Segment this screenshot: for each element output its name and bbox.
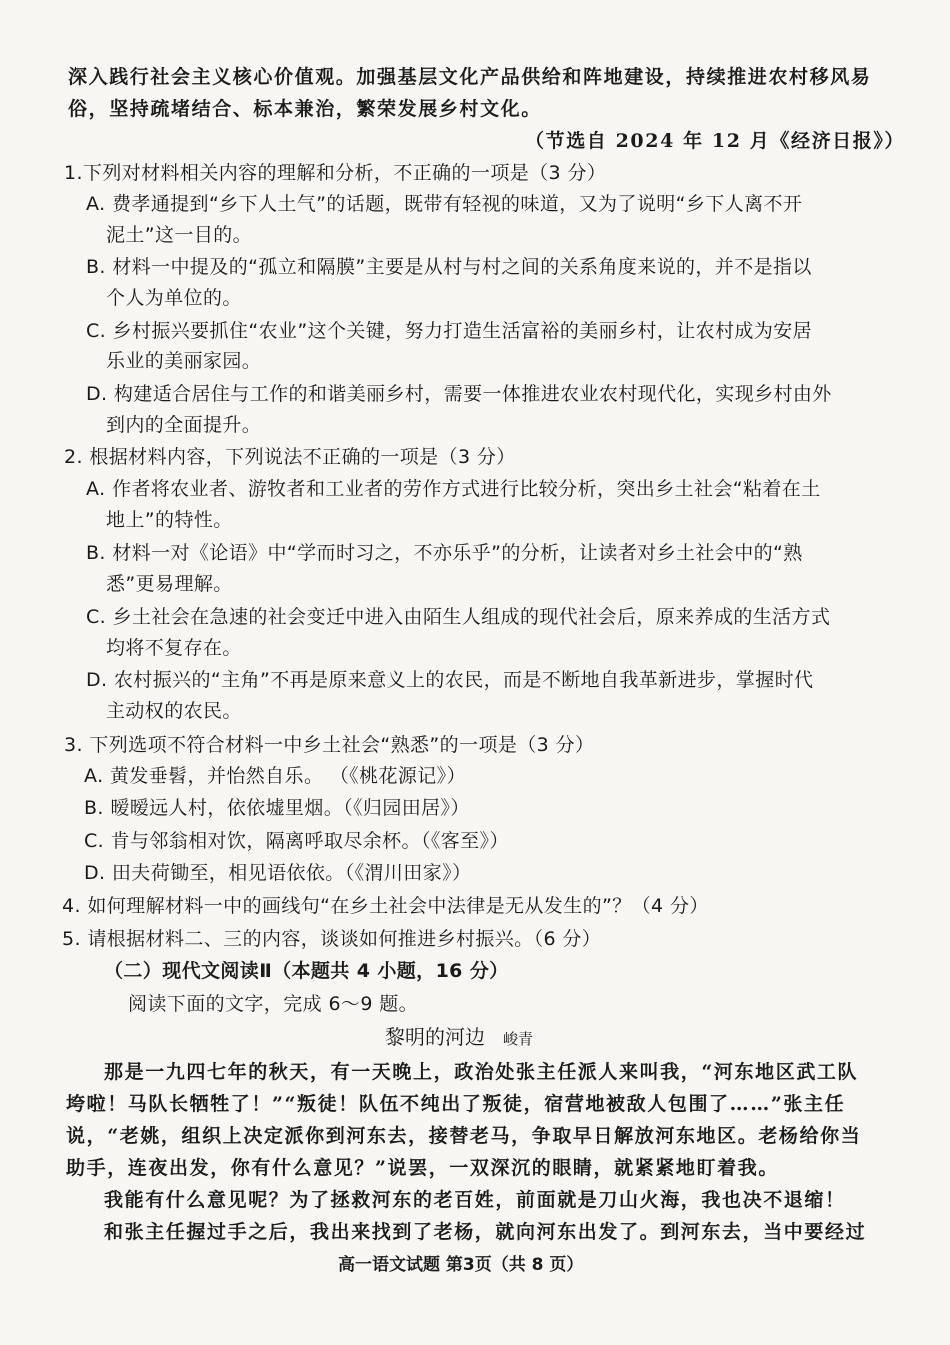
- q2-option-d-line2: 主动权的农民。: [106, 700, 242, 722]
- question-4: 4. 如何理解材料一中的画线句“在乡土社会中法律是无从发生的”？（4 分）: [62, 895, 709, 917]
- story-paragraph-1-line-3: 说，“老姚，组织上决定派你到河东去，接替老马，争取早日解放河东地区。老杨给你当: [66, 1125, 862, 1147]
- question-3-stem: 3. 下列选项不符合材料一中乡土社会“熟悉”的一项是（3 分）: [64, 734, 595, 756]
- intro-source: （节选自 2024 年 12 月《经济日报》）: [525, 130, 906, 152]
- q1-option-b-line1: B. 材料一中提及的“孤立和隔膜”主要是从村与村之间的关系角度来说的，并不是指以: [86, 256, 812, 278]
- story-paragraph-3: 和张主任握过手之后，我出来找到了老杨，就向河东出发了。到河东去，当中要经过: [104, 1221, 867, 1243]
- q2-option-a-line1: A. 作者将农业者、游牧者和工业者的劳作方式进行比较分析，突出乡土社会“粘着在土: [86, 478, 821, 500]
- q2-option-a-line2: 地上”的特性。: [106, 509, 233, 531]
- story-title: 黎明的河边: [385, 1025, 485, 1049]
- story-paragraph-2: 我能有什么意见呢？为了拯救河东的老百姓，前面就是刀山火海，我也决不退缩！: [104, 1189, 846, 1211]
- q1-option-a-line2: 泥土”这一目的。: [106, 224, 253, 246]
- story-title-block: [385, 1024, 533, 1052]
- section-heading: （二）现代文阅读Ⅱ（本题共 4 小题，16 分）: [104, 960, 509, 982]
- q1-option-c-line2: 乐业的美丽家园。: [106, 350, 262, 372]
- q1-option-a-line1: A. 费孝通提到“乡下人土气”的话题，既带有轻视的味道，又为了说明“乡下人离不开: [86, 193, 803, 215]
- q3-option-c: C. 肯与邻翁相对饮，隔离呼取尽余杯。（《客至》）: [84, 830, 509, 852]
- story-author: 峻青: [503, 1030, 534, 1048]
- question-2-stem: 2. 根据材料内容，下列说法不正确的一项是（3 分）: [64, 446, 516, 468]
- page-footer: 高一语文试题 第3页（共 8 页）: [338, 1255, 584, 1275]
- q2-option-c-line2: 均将不复存在。: [106, 637, 242, 659]
- q3-option-d: D. 田夫荷锄至，相见语依依。（《渭川田家》）: [84, 862, 472, 884]
- intro-line-2: 俗，坚持疏堵结合、标本兼治，繁荣发展乡村文化。: [68, 98, 542, 120]
- q1-option-d-line1: D. 构建适合居住与工作的和谐美丽乡村，需要一体推进农业农村现代化，实现乡村由外: [86, 383, 832, 405]
- q1-option-c-line1: C. 乡村振兴要抓住“农业”这个关键，努力打造生活富裕的美丽乡村，让农村成为安居: [86, 320, 813, 342]
- q2-option-c-line1: C. 乡土社会在急速的社会变迁中进入由陌生人组成的现代社会后，原来养成的生活方式: [86, 606, 831, 628]
- story-paragraph-1-line-4: 助手，连夜出发，你有什么意见？”说罢，一双深沉的眼睛，就紧紧地盯着我。: [66, 1157, 779, 1179]
- q1-option-b-line2: 个人为单位的。: [106, 287, 242, 309]
- intro-line-1: 深入践行社会主义核心价值观。加强基层文化产品供给和阵地建设，持续推进农村移风易: [68, 66, 872, 88]
- reading-instruction: 阅读下面的文字，完成 6～9 题。: [128, 993, 419, 1015]
- q3-option-a: A. 黄发垂髫，并怡然自乐。 （《桃花源记》）: [84, 765, 466, 787]
- question-1-stem: 1.下列对材料相关内容的理解和分析，不正确的一项是（3 分）: [64, 162, 607, 184]
- q2-option-d-line1: D. 农村振兴的“主角”不再是原来意义上的农民，而是不断地自我革新进步，掌握时代: [86, 669, 814, 691]
- q2-option-b-line2: 悉”更易理解。: [106, 573, 233, 595]
- q3-option-b: B. 暧暧远人村，依依墟里烟。（《归园田居》）: [84, 797, 470, 819]
- q1-option-d-line2: 到内的全面提升。: [106, 414, 262, 436]
- question-5: 5. 请根据材料二、三的内容，谈谈如何推进乡村振兴。（6 分）: [62, 928, 602, 950]
- q2-option-b-line1: B. 材料一对《论语》中“学而时习之，不亦乐乎”的分析，让读者对乡土社会中的“熟: [86, 542, 803, 564]
- story-paragraph-1-line-1: 那是一九四七年的秋天，有一天晚上，政治处张主任派人来叫我，“河东地区武工队: [104, 1061, 859, 1083]
- story-paragraph-1-line-2: 垮啦！马队长牺牲了！”“叛徒！队伍不纯出了叛徒，宿营地被敌人包围了……”张主任: [66, 1093, 846, 1115]
